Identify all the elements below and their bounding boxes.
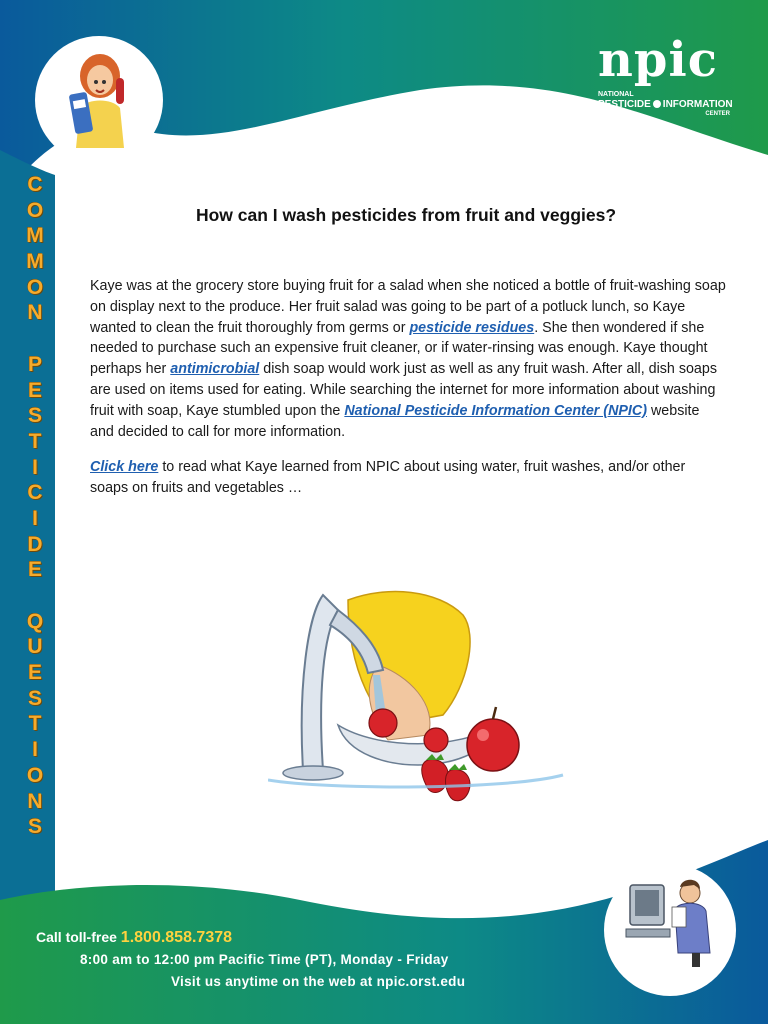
paragraph-text: Kaye was at the grocery store buying fruit for a salad when she noticed a bottle of fruit-washing soap on display next to the produce. Her fruit salad was going to be part of a potluck lunch, so Kaye wanted to clean the fruit thoroughly from germs or (90, 278, 726, 336)
vertical-letter: M (26, 250, 44, 274)
vertical-letter: C (27, 481, 43, 505)
vertical-letter: D (27, 532, 43, 556)
footer-hours: 8:00 am to 12:00 pm Pacific Time (PT), Monday - Friday (80, 952, 449, 967)
vertical-section-label (18, 172, 52, 840)
click-here-link[interactable]: Click here (90, 459, 159, 475)
vertical-letter: T (28, 712, 42, 736)
article-paragraph (90, 276, 726, 442)
vertical-letter: T (28, 429, 42, 453)
vertical-letter: I (32, 506, 38, 530)
woman-phone-illustration (58, 48, 142, 158)
call-label: Call toll-free (36, 929, 121, 945)
vertical-letter: Q (26, 609, 44, 633)
logo-pesticide: PESTICIDE (598, 99, 651, 110)
antimicrobial-link[interactable]: antimicrobial (170, 361, 260, 378)
vertical-letter: E (27, 378, 42, 402)
vertical-letter: I (32, 738, 38, 762)
logo-information: INFORMATION (662, 99, 733, 110)
logo-wordmark: npic (598, 32, 718, 88)
logo-center: CENTER (705, 111, 730, 117)
npic-logo (598, 32, 738, 118)
fruit-washing-illustration (268, 575, 568, 810)
paragraph-text: to read what Kaye learned from NPIC about using water, fruit washes, and/or other soaps on fruits and vegetables … (90, 459, 686, 496)
vertical-letter: S (27, 815, 42, 839)
vertical-letter: I (32, 455, 38, 479)
vertical-letter: N (27, 301, 43, 325)
vertical-letter: S (27, 686, 42, 710)
logo-national: NATIONAL (598, 91, 634, 98)
vertical-letter: S (27, 404, 42, 428)
footer-website[interactable]: Visit us anytime on the web at npic.orst.edu (171, 974, 466, 989)
article-title: How can I wash pesticides from fruit and veggies? (195, 205, 617, 225)
vertical-letter: O (26, 763, 44, 787)
pesticide-residues-link[interactable]: pesticide residues (409, 319, 535, 336)
vertical-letter: U (27, 635, 43, 659)
phone-number[interactable]: 1.800.858.7378 (120, 929, 233, 946)
paragraph-text: website and decided to call for more information. (90, 402, 700, 440)
vertical-letter: E (27, 661, 42, 685)
vertical-letter: N (27, 789, 43, 813)
vertical-letter: M (26, 224, 44, 248)
vertical-letter: O (26, 198, 44, 222)
vertical-letter: E (27, 558, 42, 582)
click-here-paragraph (90, 457, 726, 499)
paragraph-text: dish soap would work just as well as any fruit wash. After all, dish soaps are used on items used for eating. While searching the internet for more information about washing fruit with soap, Kaye stumbled upon the (90, 361, 717, 419)
logo-tagline (598, 99, 738, 110)
vertical-letter: P (27, 352, 42, 376)
computer-user-illustration (620, 873, 720, 969)
footer-call-line (36, 929, 232, 947)
paragraph-text: . She then wondered if she needed to purchase such an expensive fruit cleaner, or if water-rinsing was enough. Kaye thought perhaps her (90, 319, 708, 378)
vertical-letter: O (26, 275, 44, 299)
logo-dot-icon (653, 100, 661, 108)
vertical-letter: C (27, 173, 43, 196)
npic-link[interactable]: National Pesticide Information Center (NPIC) (344, 402, 647, 419)
